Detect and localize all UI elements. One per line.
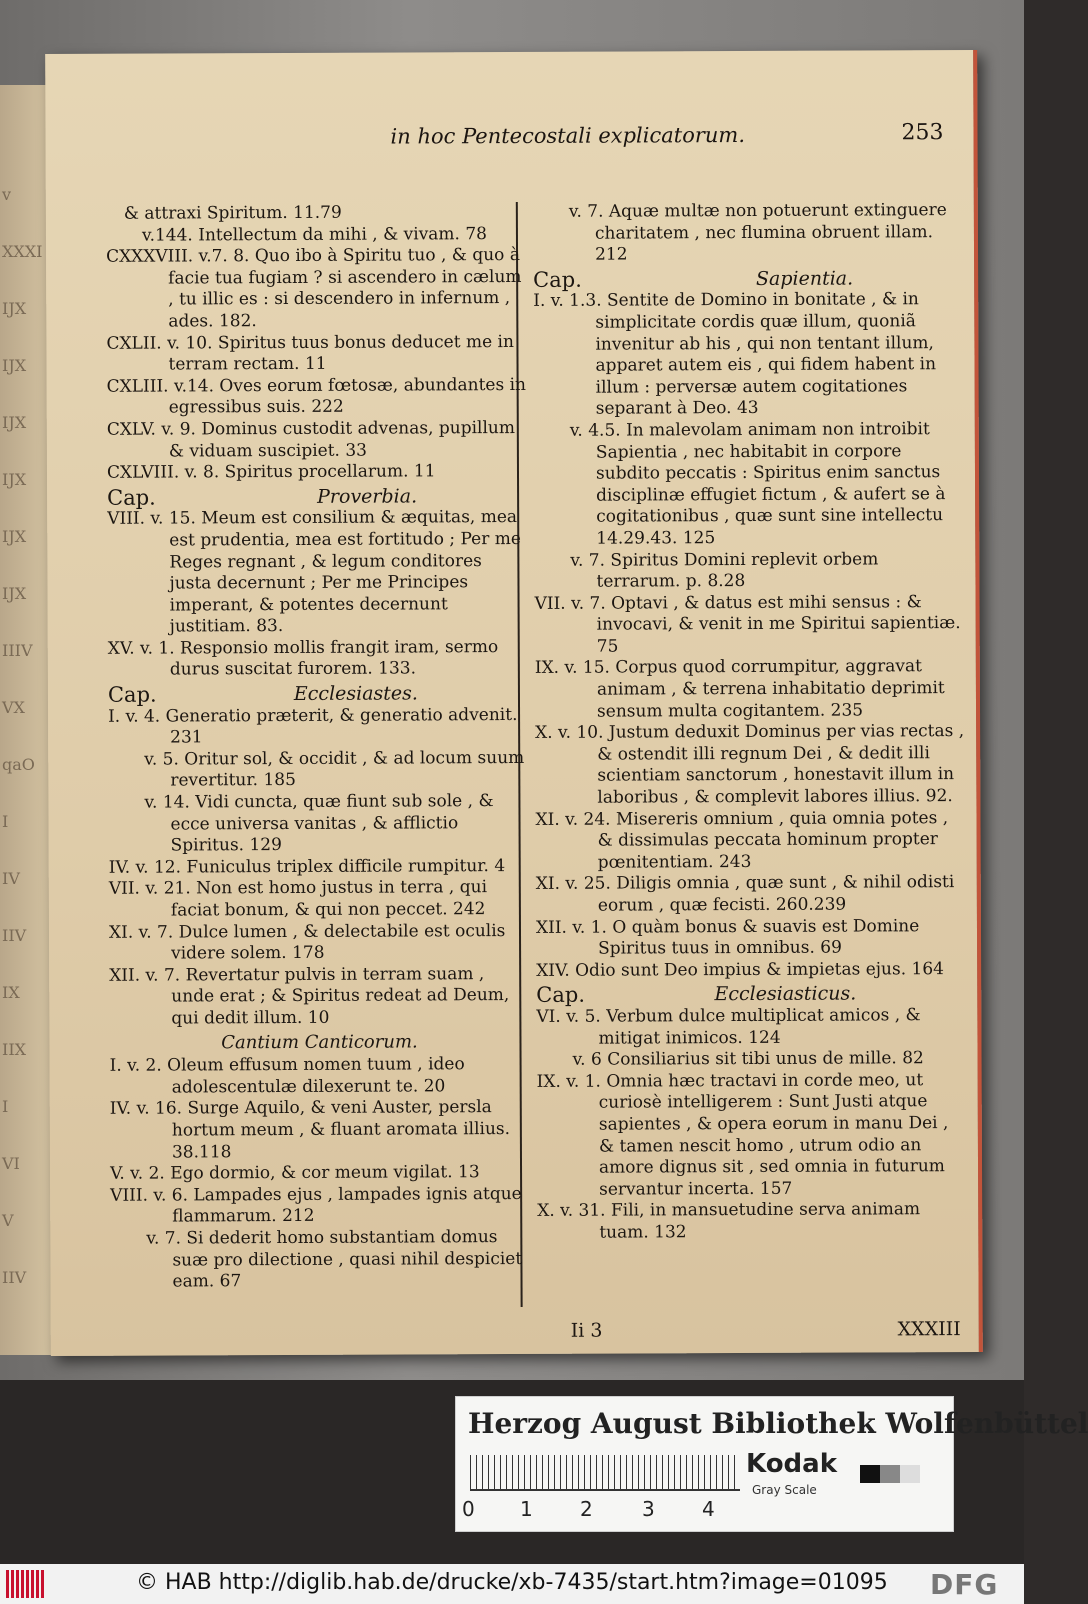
index-entry: v. 4.5. In malevolam animam non introibit Sapientia , nec habitabit in corpore subdito peccatis : Spiritus enim sanctus disciplinæ effugiet fictum , & aufert se à cogitationibus , quæ sunt sine intellectu 14.29.43. 125 [569, 419, 946, 549]
index-entry: XI. v. 7. Dulce lumen , & delectabile est oculis videre solem. 178 [108, 920, 506, 964]
margin-fragment: IV [2, 869, 20, 888]
index-entry: XII. v. 1. O quàm bonus & suavis est Domine Spiritus tuus in omnibus. 69 [535, 915, 920, 959]
index-entry: CXLV. v. 9. Dominus custodit advenas, pupillum & viduam suscipiet. 33 [106, 417, 516, 462]
left-column [106, 202, 531, 1294]
margin-fragment: XXXI [2, 242, 43, 261]
index-entry: I. v. 4. Generatio præterit, & generatio advenit. 231 [108, 704, 518, 748]
book-title: Ecclesiastes. [293, 682, 419, 706]
ruler-number: 4 [702, 1497, 715, 1521]
gray-swatch-light [900, 1465, 920, 1483]
catchword: XXXIII [897, 1318, 961, 1341]
right-column [533, 200, 968, 1244]
ruler-number: 2 [580, 1497, 593, 1521]
margin-fragment: IJX [2, 413, 27, 432]
ruler-number: 3 [642, 1497, 655, 1521]
credit-text[interactable]: © HAB http://diglib.hab.de/drucke/xb-7435/start.htm?image=01095 [136, 1570, 888, 1595]
gray-swatch-black [860, 1465, 880, 1483]
margin-fragment: v [2, 185, 12, 204]
index-entry: VII. v. 21. Non est homo justus in terra , qui faciat bonum, & qui non peccet. 242 [108, 877, 488, 921]
scale-ruler [470, 1455, 740, 1489]
section-heading [533, 268, 963, 291]
index-entry: VII. v. 7. Optavi , & datus est mihi sensus : & invocavi, & venit in me Spiritui sapientiæ. 75 [534, 591, 961, 657]
index-entry: CXXXVIII. v.7. 8. Quo ibo à Spiritu tuo , & quo à facie tua fugiam ? si ascendero in cælum , tu illic es : si descendero in infernum , ades. 182. [106, 245, 522, 332]
book-title: Ecclesiasticus. [714, 982, 857, 1006]
margin-fragment: IIV [2, 926, 27, 945]
margin-fragment: IX [2, 983, 20, 1002]
margin-fragment: IIV [2, 1268, 27, 1287]
margin-fragment: IIIV [2, 641, 33, 660]
index-entry: v. 5. Oritur sol, & occidit , & ad locum suum revertitur. 185 [144, 747, 525, 791]
section-heading [107, 486, 527, 509]
library-color-card [455, 1396, 1088, 1532]
book-title: Proverbia. [317, 485, 418, 508]
page-number: 253 [901, 120, 944, 146]
index-entry: v. 7. Spiritus Domini replevit orbem terrarum. p. 8.28 [570, 548, 879, 592]
index-entry: XI. v. 25. Diligis omnia , quæ sunt , & nihil odisti eorum , quæ fecisti. 260.239 [535, 872, 955, 916]
margin-fragment: IIX [2, 1040, 27, 1059]
index-entry: v.144. Intellectum da mihi , & vivam. 78 [141, 223, 488, 246]
margin-fragment: I [2, 1097, 9, 1116]
margin-fragment: IJX [2, 299, 27, 318]
margin-fragment: IJX [2, 356, 27, 375]
index-entry: IV. v. 12. Funiculus triplex difficile rumpitur. 4 [108, 855, 506, 878]
index-entry: v. 7. Si dederit homo substantiam domus suæ pro dilectione , quasi nihil despiciet eam. 67 [146, 1226, 523, 1292]
index-entry: CXLVIII. v. 8. Spiritus procellarum. 11 [106, 461, 436, 483]
index-entry: v. 6 Consiliarius sit tibi unus de mille. 82 [572, 1048, 924, 1070]
page-footer [571, 1318, 961, 1342]
library-name: Herzog August Bibliothek Wolfenbüttel [468, 1407, 1088, 1440]
margin-fragment: IJX [2, 527, 27, 546]
cap-label: Cap. [536, 983, 586, 1008]
margin-fragment: IJX [2, 584, 27, 603]
cap-label: Cap. [107, 485, 156, 510]
margin-fragment: VX [2, 698, 25, 717]
index-entry: CXLII. v. 10. Spiritus tuus bonus deducet me in terram rectam. 11 [106, 331, 514, 375]
index-entry: VI. v. 5. Verbum dulce multiplicat amicos , & mitigat inimicos. 124 [536, 1005, 921, 1049]
margin-fragment: I [2, 812, 9, 831]
margin-fragment: V [2, 1211, 14, 1230]
cap-label: Cap. [107, 682, 157, 707]
index-entry: XI. v. 24. Misereris omnium , quia omnia potes , & dissimulas peccata hominum propter pœnitentiam. 243 [535, 807, 949, 873]
gray-swatch-mid [880, 1465, 900, 1483]
margin-fragment: VI [2, 1154, 20, 1173]
ruler-number: 0 [462, 1497, 475, 1521]
index-entry: X. v. 10. Justum deduxit Dominus per vias rectas , & ostendit illi regnum Dei , & dedit illi scientiam sanctorum , honestavit illum in laboribus , & complevit labores illius. 92. [535, 721, 965, 808]
section-heading [108, 683, 528, 706]
index-entry: v. 14. Vidi cuncta, quæ fiunt sub sole , & ecce universa vanitas , & afflictio Spiritus. 129 [144, 791, 494, 856]
index-entry: I. v. 1.3. Sentite de Domino in bonitate , & in simplicitate cordis quæ illum, quoniã invenitur ab his , qui non tentant illum, apparet autem eis , qui fidem habent in illum : perversæ autem cogitationes separant à Deo. 43 [533, 289, 937, 419]
cap-label: Cap. [533, 267, 582, 292]
margin-fragment: qaO [2, 755, 35, 774]
margin-fragment: IJX [2, 470, 27, 489]
index-entry: IV. v. 16. Surge Aquilo, & veni Auster, persla hortum meum , & fluant aromata illius. 38.118 [109, 1097, 511, 1163]
index-entry: VIII. v. 6. Lampades ejus , lampades ignis atque flammarum. 212 [110, 1183, 522, 1227]
index-entry: IX. v. 1. Omnia hæc tractavi in corde meo, ut curiosè intelligerem : Sunt Justi atque sapientes , & opera eorum in manu Dei , & tamen nescit homo , utrum odio an amore dignus sit , sed omnia in futurum servantur incerta. 157 [536, 1069, 949, 1200]
index-entry: & attraxi Spiritum. 11.79 [123, 202, 342, 224]
dfg-logo: DFG [930, 1568, 999, 1601]
section-heading [536, 983, 966, 1006]
index-entry: X. v. 31. Fili, in mansuetudine serva animam tuam. 132 [537, 1199, 921, 1243]
book-title: Sapientia. [755, 267, 854, 290]
index-entry: V. v. 2. Ego dormio, & cor meum vigilat. 13 [110, 1162, 480, 1184]
book-title: Cantium Canticorum. [221, 1030, 418, 1053]
index-entry: CXLIII. v.14. Oves eorum fœtosæ, abundantes in egressibus suis. 222 [106, 374, 527, 418]
index-entry: I. v. 2. Oleum effusum nomen tuum , ideo adolescentulæ dilexerunt te. 20 [109, 1054, 465, 1098]
book-page [45, 50, 983, 1356]
index-entry: XIV. Odio sunt Deo impius & impietas ejus. 164 [536, 958, 945, 981]
credit-bar [0, 1564, 1024, 1604]
signature-mark: Ii 3 [570, 1319, 603, 1342]
index-entry: VIII. v. 15. Meum est consilium & æquitas, mea est prudentia, mea est fortitudo ; Per me Reges regnant , & legum conditores justa decernunt ; Per me Principes imperant, & potentes decernunt justitiam. 83. [107, 507, 521, 637]
index-entry: XV. v. 1. Responsio mollis frangit iram, sermo durus suscitat furorem. 133. [107, 636, 499, 680]
index-entry: XII. v. 7. Revertatur pulvis in terram suam , unde erat ; & Spiritus redeat ad Deum, qui dedit illum. 10 [109, 963, 510, 1029]
ruler-baseline [470, 1489, 740, 1491]
gray-scale-caption: Gray Scale [752, 1483, 817, 1497]
hab-logo-icon [6, 1570, 46, 1598]
running-header: in hoc Pentecostali explicatorum. [390, 122, 746, 149]
index-entry: IX. v. 15. Corpus quod corrumpitur, aggravat animam , & terrena inhabitatio deprimit sensum multa cogitantem. 235 [534, 656, 945, 722]
ruler-number: 1 [520, 1497, 533, 1521]
index-entry: v. 7. Aquæ multæ non potuerunt extinguere charitatem , nec flumina obruent illam. 212 [568, 200, 947, 265]
kodak-brand: Kodak [746, 1449, 837, 1479]
